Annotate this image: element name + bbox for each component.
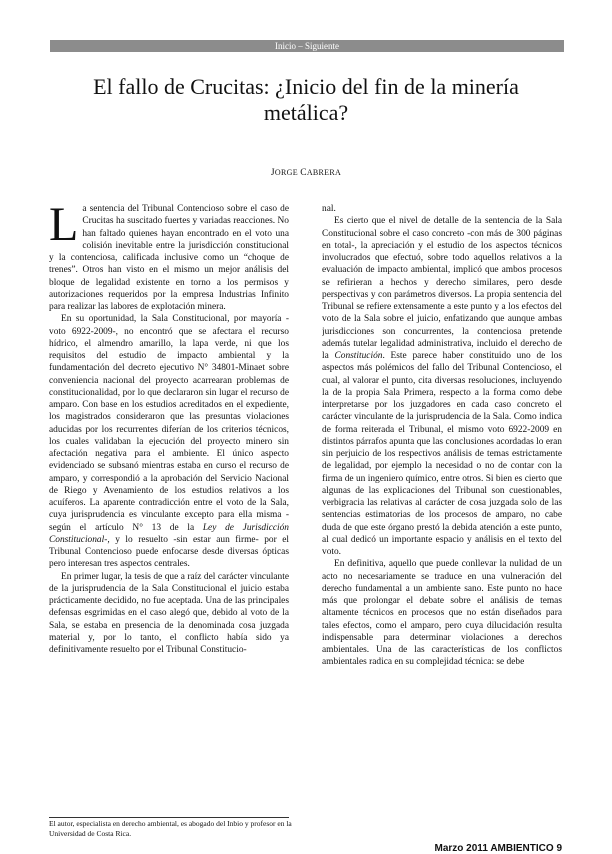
right-column	[322, 203, 562, 833]
paragraph-text: En su oportunidad, la Sala Constitucional, por mayoría -voto 6922-2009-, no encontró que se afectara el recurso hídrico, el almendro amarillo, la lapa verde, ni que los requisitos del estudio de impacto ambiental y la fundamentación del decreto ejecutivo N° 34801-Minaet sobre conveniencia nacional del proyecto acarrearan problemas de constitucionalidad, por lo que declararon sin lugar el recurso de amparo. Con base en los estudios acreditados en el expediente, los magistrados consideraron que las presuntas violaciones aducidas por los recurrentes diferían de los criterios técnicos, los cuales validaban la ejecución del proyecto minero sin afectación negativa para el ambiente. El único aspecto evidenciado se subsanó mientras estaba en curso el recurso de amparo, y correspondió a la aprobación del Servicio Nacional de Riego y Avenamiento de los estudios relativos a los acuíferos. La aparente contradicción entre el voto de la Sala, cuya jurisprudencia es vinculante excepto para ella misma -según el artículo N° 13 de la	[49, 314, 289, 533]
author-first-rest: ORGE	[274, 168, 301, 177]
page-number: 9	[556, 843, 562, 854]
author-initial-first: J	[270, 168, 275, 178]
law-title: Ley de Jurisdicción Constitucional	[49, 522, 289, 545]
footnote-rule	[49, 817, 289, 818]
drop-cap: L	[49, 203, 79, 251]
page-footer	[430, 843, 562, 854]
paragraph: nal.	[322, 204, 336, 214]
paragraph: En primer lugar, la tesis de que a raíz del carácter vinculante de la jurisprudencia de la Sala Constitucional el juicio estaba prácticamente decidido, no fue aceptada. Una de las principales defensas esgrimidas en el caso alegó que, debido al voto de la Sala, se estaba en presencia de la denominada cosa juzgada material y, por lo tanto, el conflicto había sido ya definitivamente resuelto por el Tribunal Constitucio-	[49, 571, 289, 655]
paragraph-text: . Este parece haber constituido uno de los aspectos más polémicos del fallo del Tribunal Contencioso, el cual, al valorar el punto, cita diversas resoluciones, incluyendo la de la propia Sala Primera, respecto a la forma como debe interpretarse por los juzgadores en cada caso concreto el carácter vinculante de la jurisprudencia de la Sala. Como indica de forma reiterada el Tribunal, el mismo voto 6922-2009 en distintos párrafos apunta que las conclusiones acordadas lo eran sin perjuicio de los respectivos análisis de temas estrictamente de legalidad, por ejemplo la necesidad o no de contar con la firma de un ingeniero químico, entre otros. Si bien es cierto que algunas de las explicaciones del Tribunal son cuestionables, verbigracia las relativas al carácter de cosa juzgada solo de las sentencias estimatorias de los procesos de amparo, no cabe duda de que este órgano prestó la debida atención a este punto, al cual dedicó un importante espacio y análisis en el texto del voto.	[322, 351, 562, 557]
constitution-ref: Constitución	[334, 351, 383, 361]
siguiente-link[interactable]: Siguiente	[305, 41, 339, 51]
paragraph	[322, 215, 562, 558]
inicio-link[interactable]: Inicio	[275, 41, 296, 51]
issue-date: Marzo 2011	[434, 843, 488, 854]
left-column	[49, 203, 289, 789]
nav-bar	[50, 40, 564, 52]
paragraph	[49, 313, 289, 570]
paragraph-text: -, y lo resuelto -sin estar aun firme- por el Tribunal Contencioso puede enfocarse desde diversas ópticas pero interesan tres aspectos centrales.	[49, 534, 289, 570]
author-initial-last: C	[300, 168, 307, 178]
article-title: El fallo de Crucitas: ¿Inicio del fin de la minería metálica?	[93, 74, 519, 125]
magazine-name: AMBIENTICO	[490, 843, 554, 854]
footnote: El autor, especialista en derecho ambiental, es abogado del Inbio y profesor en la Universidad de Costa Rica.	[49, 819, 292, 838]
paragraph	[49, 203, 289, 313]
paragraph: En definitiva, aquello que puede conllevar la nulidad de un acto no necesariamente se traduce en una vulneración del derecho fundamental a un ambiente sano. Este punto no hace más que prolongar el debate sobre el análisis de temas altamente técnicos en procesos que no están diseñados para tales efectos, como el amparo, pero cuya dilucidación resulta indispensable para determinar violaciones a derechos ambientales. Una de las características de los conflictos ambientales radica en su complejidad técnica: se debe	[322, 559, 562, 668]
author-last-rest: ABRERA	[306, 168, 342, 177]
paragraph-text: a sentencia del Tribunal Contencioso sobre el caso de Crucitas ha suscitado fuertes y variadas reacciones. No han faltado quienes hayan encontrado en el voto una colisión inevitable entre la jurisdicción constitucional y la contenciosa, calificada inclusive como un “choque de trenes”. Otros han visto en el mismo un mejor análisis del bloque de legalidad existente en torno a los permisos y autorizaciones requeridos por la empresa Industrias Infinito para realizar las labores de explotación minera.	[49, 204, 289, 312]
paragraph-text: Es cierto que el nivel de detalle de la sentencia de la Sala Constitucional sobre el caso concreto -con más de 300 páginas en total-, la apreciación y el estudio de los aspectos técnicos involucrados que efectuó, sobre todo aquellos relativos a la evaluación de impacto ambiental, implicó que ambos procesos se refirieran a hechos y derecho similares, pero desde perspectivas y con parámetros diversos. La propia sentencia del Tribunal se refiere extensamente a este punto y a los efectos del voto de la Sala sobre el juicio, enfatizando que aunque ambas jurisdicciones son concurrentes, la contenciosa pretende además tutelar legalidad administrativa, incluido el derecho de la	[322, 216, 562, 361]
nav-separator: –	[298, 41, 303, 51]
article-author	[60, 168, 552, 178]
